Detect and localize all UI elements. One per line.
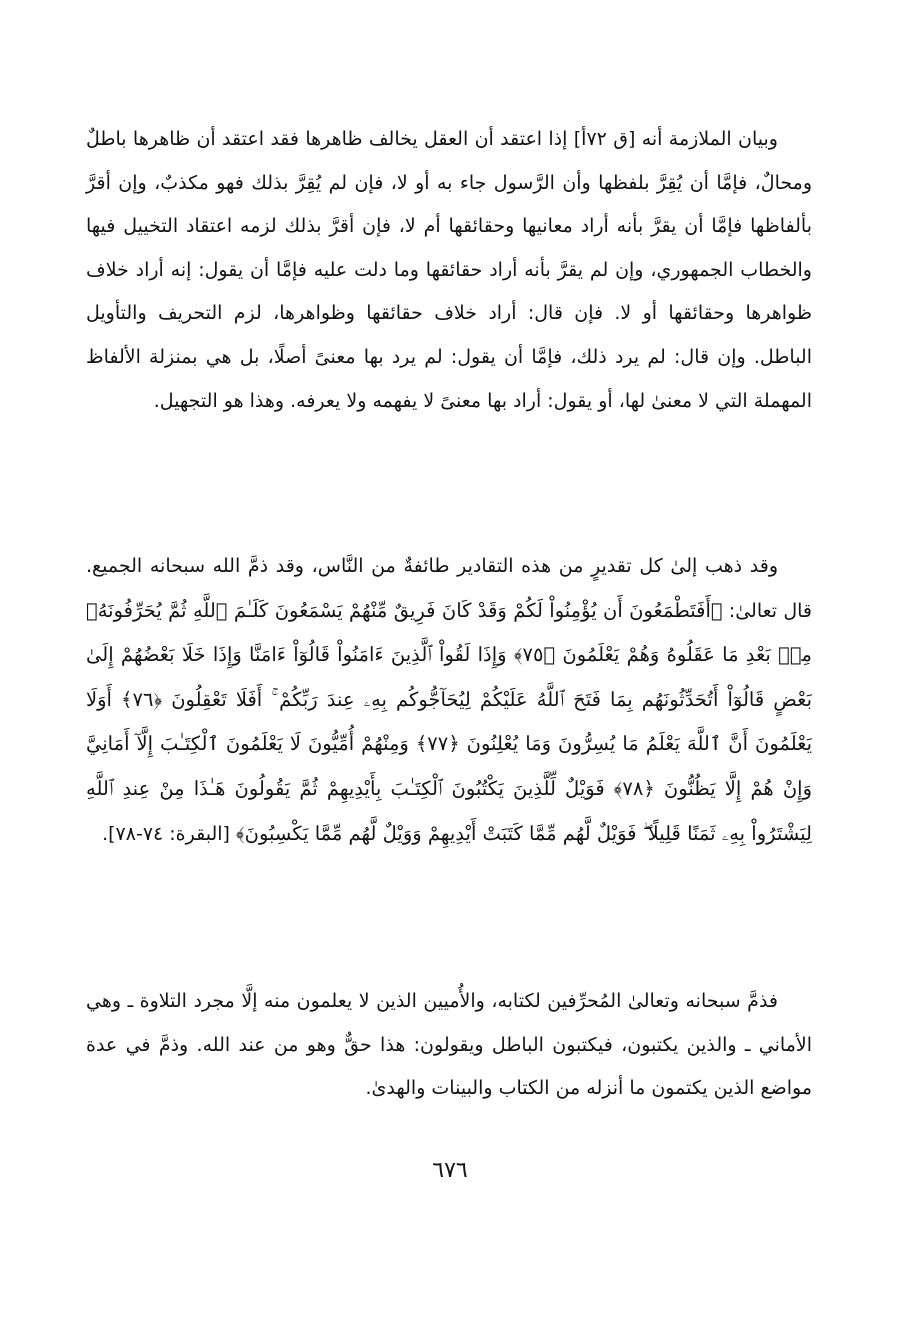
paragraph-2 [86, 545, 812, 856]
paragraph-3-block [86, 980, 812, 1111]
quran-quote: ﴿أَفَتَطْمَعُونَ أَن يُؤْمِنُواْ لَكُمْ وَقَدْ كَانَ فَرِيقٌ مِّنْهُمْ يَسْمَعُونَ كَلَـٰمَ ٱللَّهِ ثُمَّ يُحَرِّفُونَهُۥ مِنۢ بَعْدِ مَا عَقَلُوهُ وَهُمْ يَعْلَمُونَ ﴿٧٥﴾ وَإِذَا لَقُواْ ٱلَّذِينَ ءَامَنُواْ قَالُوٓاْ ءَامَنَّا وَإِذَا خَلَا بَعْضُهُمْ إِلَىٰ بَعْضٍ قَالُوٓاْ أَتُحَدِّثُونَهُم بِمَا فَتَحَ ٱللَّهُ عَلَيْكُمْ لِيُحَآجُّوكُم بِهِۦ عِندَ رَبِّكُمْ ۚ أَفَلَا تَعْقِلُونَ ﴿٧٦﴾ أَوَلَا يَعْلَمُونَ أَنَّ ٱللَّهَ يَعْلَمُ مَا يُسِرُّونَ وَمَا يُعْلِنُونَ ﴿٧٧﴾ وَمِنْهُمْ أُمِّيُّونَ لَا يَعْلَمُونَ ٱلْكِتَـٰبَ إِلَّآ أَمَانِيَّ وَإِنْ هُمْ إِلَّا يَظُنُّونَ ﴿٧٨﴾ فَوَيْلٌ لِّلَّذِينَ يَكْتُبُونَ ٱلْكِتَـٰبَ بِأَيْدِيهِمْ ثُمَّ يَقُولُونَ هَـٰذَا مِنْ عِندِ ٱللَّهِ لِيَشْتَرُواْ بِهِۦ ثَمَنًا قَلِيلًا ۖ فَوَيْلٌ لَّهُم مِّمَّا كَتَبَتْ أَيْدِيهِمْ وَوَيْلٌ لَّهُم مِّمَّا يَكْسِبُونَ﴾ [86, 598, 812, 845]
paragraph-3: فذمَّ سبحانه وتعالىٰ المُحرِّفين لكتابه، والأُميين الذين لا يعلمون منه إلَّا مجرد التلاوة ـ وهي الأماني ـ والذين يكتبون، فيكتبون الباطل ويقولون: هذا حقٌّ وهو من عند الله. وذمَّ في عدة مواضع الذين يكتمون ما أنزله من الكتاب والبينات والهدىٰ. [86, 990, 812, 1100]
page-number: ٦٧٦ [432, 1158, 468, 1183]
quran-citation: [البقرة: ٧٤-٧٨]. [102, 822, 236, 845]
main-text [86, 118, 812, 423]
paragraph-2-block [86, 545, 812, 856]
paragraph-2-intro: وقد ذهب إلىٰ كل تقديرٍ من هذه التقادير طائفةٌ من النَّاس، وقد ذمَّ الله سبحانه الجميع. قال تعالىٰ: [86, 555, 812, 622]
paragraph-1: وبيان الملازمة أنه [ق ٧٢أ] إذا اعتقد أن العقل يخالف ظاهرها فقد اعتقد أن ظاهرها باطلٌ ومحالٌ، فإمَّا أن يُقِرَّ بلفظها وأن الرَّسول جاء به أو لا، فإن لم يُقِرَّ بذلك فهو مكذبٌ، وإن أقرَّ بألفاظها فإمَّا أن يقرَّ بأنه أراد معانيها وحقائقها أم لا، فإن أقرَّ بذلك لزمه اعتقاد التخييل فيها والخطاب الجمهوري، وإن لم يقرَّ بأنه أراد حقائقها وما دلت عليه فإمَّا أن يقول: إنه أراد خلاف ظواهرها وحقائقها أو لا. فإن قال: أراد خلاف حقائقها وظواهرها، لزم التحريف والتأويل الباطل. وإن قال: لم يرد ذلك، فإمَّا أن يقول: لم يرد بها معنىً أصلًا، بل هي بمنزلة الألفاظ المهملة التي لا معنىٰ لها، أو يقول: أراد بها معنىً لا يفهمه ولا يعرفه. وهذا هو التجهيل. [86, 128, 812, 412]
